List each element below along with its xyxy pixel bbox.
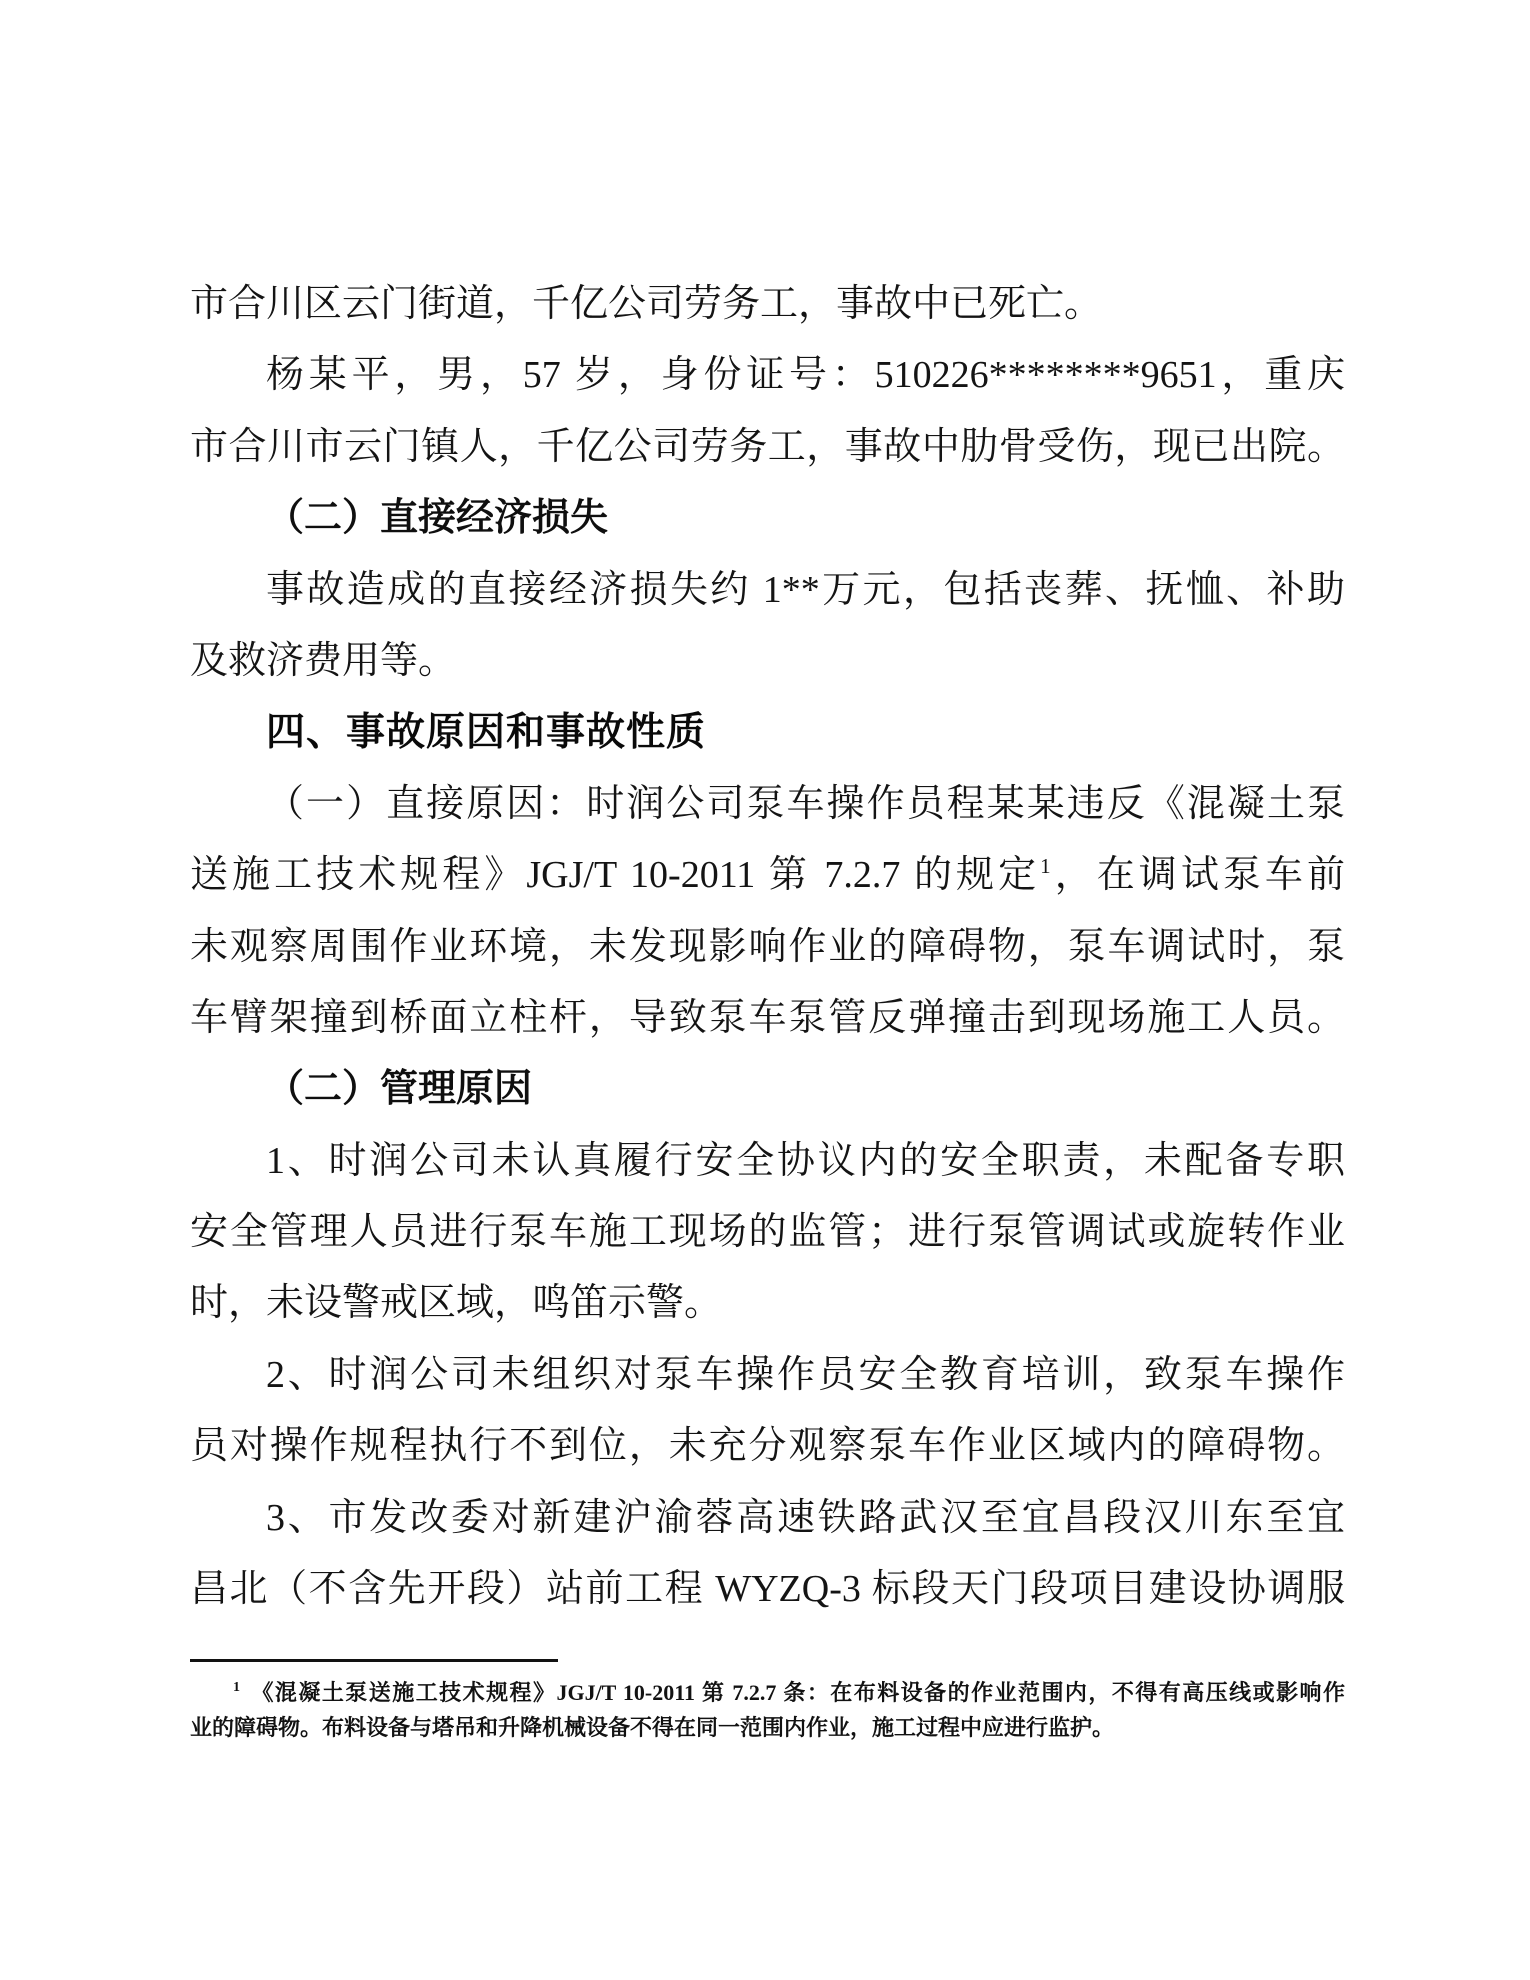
body-line-with-footnote-ref (190, 840, 1345, 911)
body-line: 3、市发改委对新建沪渝蓉高速铁路武汉至宜昌段汉川东至宜 (266, 1496, 1345, 1539)
section-heading-cause-and-nature: 四、事故原因和事故性质 (266, 711, 707, 755)
body-line: 2、时润公司未组织对泵车操作员安全教育培训，致泵车操作 (266, 1353, 1345, 1396)
body-line: 昌北（不含先开段）站前工程 WYZQ-3 标段天门段项目建设协调服 (190, 1568, 1345, 1611)
body-line: 员对操作规程执行不到位，未充分观察泵车作业区域内的障碍物。 (190, 1425, 1345, 1468)
body-line: 事故造成的直接经济损失约 1**万元，包括丧葬、抚恤、补助 (266, 568, 1345, 611)
body-line: 未观察周围作业环境，未发现影响作业的障碍物，泵车调试时，泵 (190, 925, 1345, 968)
body-line: 安全管理人员进行泵车施工现场的监管；进行泵管调试或旋转作业 (190, 1211, 1345, 1254)
sub-heading-economic-loss: （二）直接经济损失 (266, 497, 609, 540)
body-line: 杨某平，男，57 岁，身份证号：510226********9651，重庆 (266, 354, 1345, 397)
body-line: 1、时润公司未认真履行安全协议内的安全职责，未配备专职 (266, 1139, 1345, 1182)
sub-heading-management-cause: （二）管理原因 (266, 1068, 533, 1111)
body-line: （一）直接原因：时润公司泵车操作员程某某违反《混凝土泵 (266, 782, 1345, 825)
body-line: 时，未设警戒区域，鸣笛示警。 (190, 1282, 723, 1325)
body-line: 车臂架撞到桥面立柱杆，导致泵车泵管反弹撞击到现场施工人员。 (190, 996, 1345, 1039)
document-body (190, 269, 1345, 1625)
body-line-segment: ，在调试泵车前 (1050, 854, 1345, 897)
footnote-block (190, 1675, 1345, 1745)
body-line-segment: 送施工技术规程》JGJ/T 10-2011 第 7.2.7 的规定 (190, 854, 1041, 897)
footnote-text: 《混凝土泵送施工技术规程》JGJ/T 10-2011 第 7.2.7 条：在布料设备的作业范围内，不得有高压线或影响作 (250, 1680, 1345, 1705)
body-line: 市合川区云门街道，千亿公司劳务工，事故中已死亡。 (190, 283, 1103, 325)
body-line: 及救济费用等。 (190, 639, 457, 682)
footnote-reference-mark: 1 (1040, 854, 1051, 879)
footnote-separator-rule (190, 1659, 558, 1662)
footnote-line: 业的障碍物。布料设备与塔吊和升降机械设备不得在同一范围内作业，施工过程中应进行监护。 (190, 1715, 1115, 1740)
body-line: 市合川市云门镇人，千亿公司劳务工，事故中肋骨受伤，现已出院。 (190, 425, 1345, 468)
footnote-marker: 1 (233, 1680, 240, 1695)
footnote-line (190, 1675, 1345, 1710)
